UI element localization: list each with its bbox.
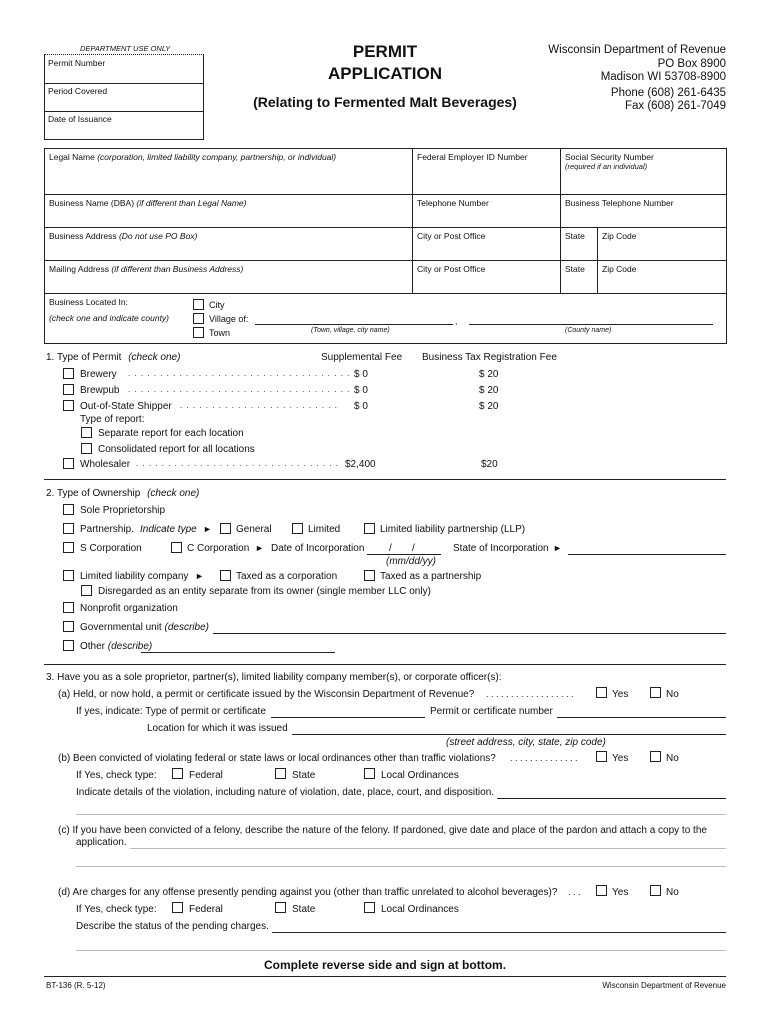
s3d-state-label: State (292, 904, 316, 915)
type-report-label: Type of report: (80, 414, 145, 425)
zip-label: Zip Code (602, 231, 637, 241)
legal-name-field[interactable] (45, 149, 413, 195)
bus-address-label: Business Address (49, 231, 117, 241)
other-note: (describe) (107, 641, 153, 652)
mail-address-note: (if different than Business Address) (111, 264, 244, 274)
brewery-checkbox[interactable] (63, 368, 74, 379)
divider-1 (44, 479, 726, 480)
city-po2-label: City or Post Office (417, 264, 486, 274)
oos-shipper-dots: . . . . . . . . . . . . . . . . . . . . . . . . . (180, 401, 338, 410)
other-text: Other (80, 641, 106, 652)
brewpub-label: Brewpub (80, 385, 120, 396)
s3b-question: (b) Been convicted of violating federal or state laws or local ordinances other than traffic violations? (58, 753, 496, 764)
s-corp-checkbox[interactable] (63, 542, 74, 553)
soi-line[interactable] (568, 554, 726, 555)
s3a-dots: . . . . . . . . . . . . . . . . . . (486, 689, 574, 699)
s3d-federal-checkbox[interactable] (172, 902, 183, 913)
date-issuance-label: Date of Issuance (48, 114, 112, 124)
s3c-question-line2: application. (76, 837, 127, 848)
arrow-right-icon: ► (255, 543, 264, 553)
complete-reverse-note: Complete reverse side and sign at bottom. (263, 958, 507, 972)
oos-shipper-btr-fee: $ 20 (479, 401, 499, 412)
agency-phone: Phone (608) 261-6435 (610, 86, 726, 99)
ssn-field[interactable] (561, 149, 727, 195)
city-option-label: City (209, 300, 225, 310)
s3b-local-label: Local Ordinances (381, 770, 459, 781)
footer-divider (44, 976, 726, 977)
form-number: BT-136 (R. 5-12) (46, 981, 106, 990)
limited-checkbox[interactable] (292, 523, 303, 534)
s3c-line-1[interactable] (130, 848, 726, 849)
soi-label: State of Incorporation (453, 543, 549, 554)
other-label (80, 641, 152, 652)
city-po2-field[interactable] (413, 261, 561, 294)
s3d-question: (d) Are charges for any offense presently pending against you (other than traffic unrelated to alcohol beverages)? (58, 887, 558, 898)
title-application: APPLICATION (328, 64, 442, 83)
general-label: General (236, 524, 272, 535)
s3b-no-checkbox[interactable] (650, 751, 661, 762)
period-covered-field[interactable] (45, 83, 203, 112)
s1-title-note: (check one) (128, 352, 181, 363)
arrow-right-icon: ► (195, 571, 204, 581)
s3a-question: (a) Held, or now hold, a permit or certificate issued by the Wisconsin Department of Revenue? (58, 689, 475, 700)
bus-telephone-label: Business Telephone Number (565, 198, 674, 208)
sole-prop-checkbox[interactable] (63, 504, 74, 515)
bus-address-note: (Do not use PO Box) (118, 231, 198, 241)
s3d-federal-label: Federal (189, 904, 223, 915)
comma-separator: , (455, 316, 458, 326)
s3b-state-label: State (292, 770, 316, 781)
nonprofit-label: Nonprofit organization (80, 603, 178, 614)
dba-label: Business Name (DBA) (49, 198, 135, 208)
s3a-location-label: Location for which it was issued (147, 723, 288, 734)
doi-slash-1: / (389, 543, 392, 554)
brewpub-checkbox[interactable] (63, 384, 74, 395)
s3b-local-checkbox[interactable] (364, 768, 375, 779)
s2-title (46, 488, 199, 499)
state-field[interactable] (561, 228, 598, 261)
agency-fax: Fax (608) 261-7049 (624, 100, 726, 112)
s3c-question-line1: (c) If you have been convicted of a felony, describe the nature of the felony. If pardoned, give date and place of the pardon and attach a copy to the (58, 825, 707, 836)
zip2-field[interactable] (598, 261, 727, 294)
other-line[interactable] (141, 652, 335, 653)
county-name-line[interactable] (469, 324, 713, 325)
gov-unit-note: (describe) (164, 622, 209, 633)
disregarded-checkbox[interactable] (81, 585, 92, 596)
s3d-state-checkbox[interactable] (275, 902, 286, 913)
city-po-field[interactable] (413, 228, 561, 261)
btr-fee-header: Business Tax Registration Fee (422, 352, 557, 363)
limited-label: Limited (308, 524, 341, 535)
s3-title: 3. Have you as a sole proprietor, partner(s), limited liability company member(s), or corporate officer(s): (46, 672, 502, 683)
partnership-checkbox[interactable] (63, 523, 74, 534)
arrow-right-icon: ► (553, 543, 562, 553)
brewery-fee: $ 0 (354, 369, 368, 380)
fein-field[interactable] (413, 149, 561, 195)
oos-shipper-fee: $ 0 (354, 401, 368, 412)
nonprofit-checkbox[interactable] (63, 602, 74, 613)
taxed-corp-label: Taxed as a corporation (236, 571, 338, 582)
other-checkbox[interactable] (63, 640, 74, 651)
town-option-label: Town (209, 328, 231, 338)
gov-unit-label (80, 622, 209, 633)
located-in-label: Business Located In: (49, 297, 128, 307)
county-caption: (County name) (565, 327, 612, 334)
oos-shipper-label: Out-of-State Shipper (80, 401, 172, 412)
mail-address-label: Mailing Address (49, 264, 110, 274)
s3d-yes-label: Yes (612, 887, 629, 898)
s3d-local-checkbox[interactable] (364, 902, 375, 913)
wholesaler-dots: . . . . . . . . . . . . . . . . . . . . . . . . . . . . . . . . (136, 459, 340, 468)
s3a-permit-number-label: Permit or certificate number (430, 706, 553, 717)
s3b-details-line-2[interactable] (76, 814, 726, 815)
s3a-no-label: No (666, 689, 679, 700)
title-subtitle: (Relating to Fermented Malt Beverages) (253, 94, 517, 110)
s3d-dots: . . . (568, 887, 581, 897)
s3d-yes-checkbox[interactable] (596, 885, 607, 896)
mail-address-field[interactable] (45, 261, 413, 294)
permit-number-field[interactable] (45, 55, 203, 84)
s3a-ifyes-label: If yes, indicate: Type of permit or certificate (76, 706, 266, 717)
brewpub-btr-fee: $ 20 (479, 385, 499, 396)
s3d-no-checkbox[interactable] (650, 885, 661, 896)
wholesaler-btr-fee: $20 (481, 459, 498, 470)
s3b-details-label: Indicate details of the violation, including nature of violation, date, place, court, and disposition. (76, 787, 495, 798)
separate-report-checkbox[interactable] (81, 427, 92, 438)
consolidated-report-checkbox[interactable] (81, 443, 92, 454)
municipality-name-line[interactable] (255, 324, 453, 325)
info-grid (44, 148, 727, 344)
s3a-no-checkbox[interactable] (650, 687, 661, 698)
llc-label: Limited liability company (80, 571, 189, 582)
s3b-state-checkbox[interactable] (275, 768, 286, 779)
separate-report-label: Separate report for each location (98, 428, 244, 439)
brewery-label: Brewery (80, 369, 117, 380)
agency-city: Madison WI 53708-8900 (600, 71, 726, 83)
arrow-right-icon: ► (203, 524, 212, 534)
located-in-row (45, 294, 727, 344)
doi-slash-2: / (412, 543, 415, 554)
s3b-federal-label: Federal (189, 770, 223, 781)
village-checkbox[interactable] (193, 313, 204, 324)
s3d-local-label: Local Ordinances (381, 904, 459, 915)
period-covered-label: Period Covered (48, 86, 108, 96)
s1-title-text: 1. Type of Permit (46, 352, 122, 363)
dept-use-box (44, 54, 204, 140)
s3c-line-2[interactable] (76, 866, 726, 867)
divider-2 (44, 664, 726, 665)
agency-box: PO Box 8900 (657, 57, 726, 70)
s-corp-label: S Corporation (80, 543, 142, 554)
s2-title-text: 2. Type of Ownership (46, 488, 141, 499)
municipality-caption: (Town, village, city name) (311, 327, 390, 334)
wholesaler-checkbox[interactable] (63, 458, 74, 469)
date-issuance-field[interactable] (45, 111, 203, 139)
consolidated-report-label: Consolidated report for all locations (98, 444, 255, 455)
dept-use-header: DEPARTMENT USE ONLY (80, 44, 171, 53)
telephone-field[interactable] (413, 195, 561, 228)
legal-name-label: Legal Name (49, 152, 95, 162)
taxed-partner-checkbox[interactable] (364, 570, 375, 581)
indicate-type-label: Indicate type (140, 524, 197, 535)
wholesaler-label: Wholesaler (80, 459, 131, 470)
state2-field[interactable] (561, 261, 598, 294)
legal-name-note: (corporation, limited liability company, partnership, or individual) (97, 152, 337, 162)
s3d-status-line-2[interactable] (76, 950, 726, 951)
doi-line[interactable] (367, 554, 441, 555)
oos-shipper-checkbox[interactable] (63, 400, 74, 411)
llp-label: Limited liability partnership (LLP) (380, 524, 526, 535)
permit-number-label: Permit Number (48, 58, 106, 68)
fein-label: Federal Employer ID Number (417, 152, 528, 162)
c-corp-label: C Corporation (187, 543, 250, 554)
s3b-no-label: No (666, 753, 679, 764)
s3b-federal-checkbox[interactable] (172, 768, 183, 779)
s3b-details-line-1[interactable] (497, 798, 726, 799)
state2-label: State (565, 264, 585, 274)
s2-title-note: (check one) (147, 488, 200, 499)
llp-checkbox[interactable] (364, 523, 375, 534)
mmddyy-caption: (mm/dd/yy) (386, 556, 436, 567)
s3b-yes-label: Yes (612, 753, 629, 764)
s3a-yes-checkbox[interactable] (596, 687, 607, 698)
c-corp-checkbox[interactable] (171, 542, 182, 553)
brewpub-fee: $ 0 (354, 385, 368, 396)
bus-telephone-field[interactable] (561, 195, 727, 228)
ssn-note: (required if an individual) (565, 162, 648, 171)
s3a-location-line[interactable] (292, 734, 726, 735)
s3d-status-line-1[interactable] (272, 932, 726, 933)
s3b-ifyes-label: If Yes, check type: (76, 770, 157, 781)
s3a-yes-label: Yes (612, 689, 629, 700)
wholesaler-fee: $2,400 (345, 459, 376, 470)
taxed-partner-label: Taxed as a partnership (380, 571, 482, 582)
town-checkbox[interactable] (193, 327, 204, 338)
brewpub-dots: . . . . . . . . . . . . . . . . . . . . . . . . . . . . . . . . . . . (128, 385, 351, 394)
s1-title (46, 352, 180, 363)
zip2-label: Zip Code (602, 264, 637, 274)
partnership-label: Partnership. (80, 524, 134, 535)
state-label: State (565, 231, 585, 241)
s3d-no-label: No (666, 887, 679, 898)
agency-block (548, 44, 726, 114)
s3b-dots: . . . . . . . . . . . . . . (510, 753, 578, 763)
footer-agency: Wisconsin Department of Revenue (602, 981, 726, 990)
s3a-permit-number-line[interactable] (557, 717, 726, 718)
gov-unit-line[interactable] (213, 633, 726, 634)
city-checkbox[interactable] (193, 299, 204, 310)
s3b-yes-checkbox[interactable] (596, 751, 607, 762)
bus-address-field[interactable] (45, 228, 413, 261)
city-po-label: City or Post Office (417, 231, 486, 241)
s3d-status-label: Describe the status of the pending charges. (76, 921, 269, 932)
brewery-dots: . . . . . . . . . . . . . . . . . . . . . . . . . . . . . . . . . . . (128, 369, 351, 378)
sole-prop-label: Sole Proprietorship (80, 505, 166, 516)
agency-name: Wisconsin Department of Revenue (548, 44, 726, 56)
telephone-label: Telephone Number (417, 198, 489, 208)
dba-field[interactable] (45, 195, 413, 228)
brewery-btr-fee: $ 20 (479, 369, 499, 380)
s3a-permit-type-line[interactable] (271, 717, 425, 718)
supp-fee-header: Supplemental Fee (321, 352, 403, 363)
village-option-label: Village of: (209, 314, 249, 324)
general-checkbox[interactable] (220, 523, 231, 534)
zip-field[interactable] (598, 228, 727, 261)
gov-unit-text: Governmental unit (80, 622, 162, 633)
doi-label: Date of Incorporation (271, 543, 365, 554)
s3d-ifyes-label: If Yes, check type: (76, 904, 157, 915)
dba-note: (if different than Legal Name) (136, 198, 247, 208)
ssn-label: Social Security Number (565, 152, 654, 162)
disregarded-label: Disregarded as an entity separate from its owner (single member LLC only) (98, 586, 431, 597)
located-in-note: (check one and indicate county) (49, 313, 170, 323)
taxed-corp-checkbox[interactable] (220, 570, 231, 581)
llc-checkbox[interactable] (63, 570, 74, 581)
gov-unit-checkbox[interactable] (63, 621, 74, 632)
s3a-location-caption: (street address, city, state, zip code) (446, 737, 606, 748)
title-permit: PERMIT (352, 42, 418, 61)
